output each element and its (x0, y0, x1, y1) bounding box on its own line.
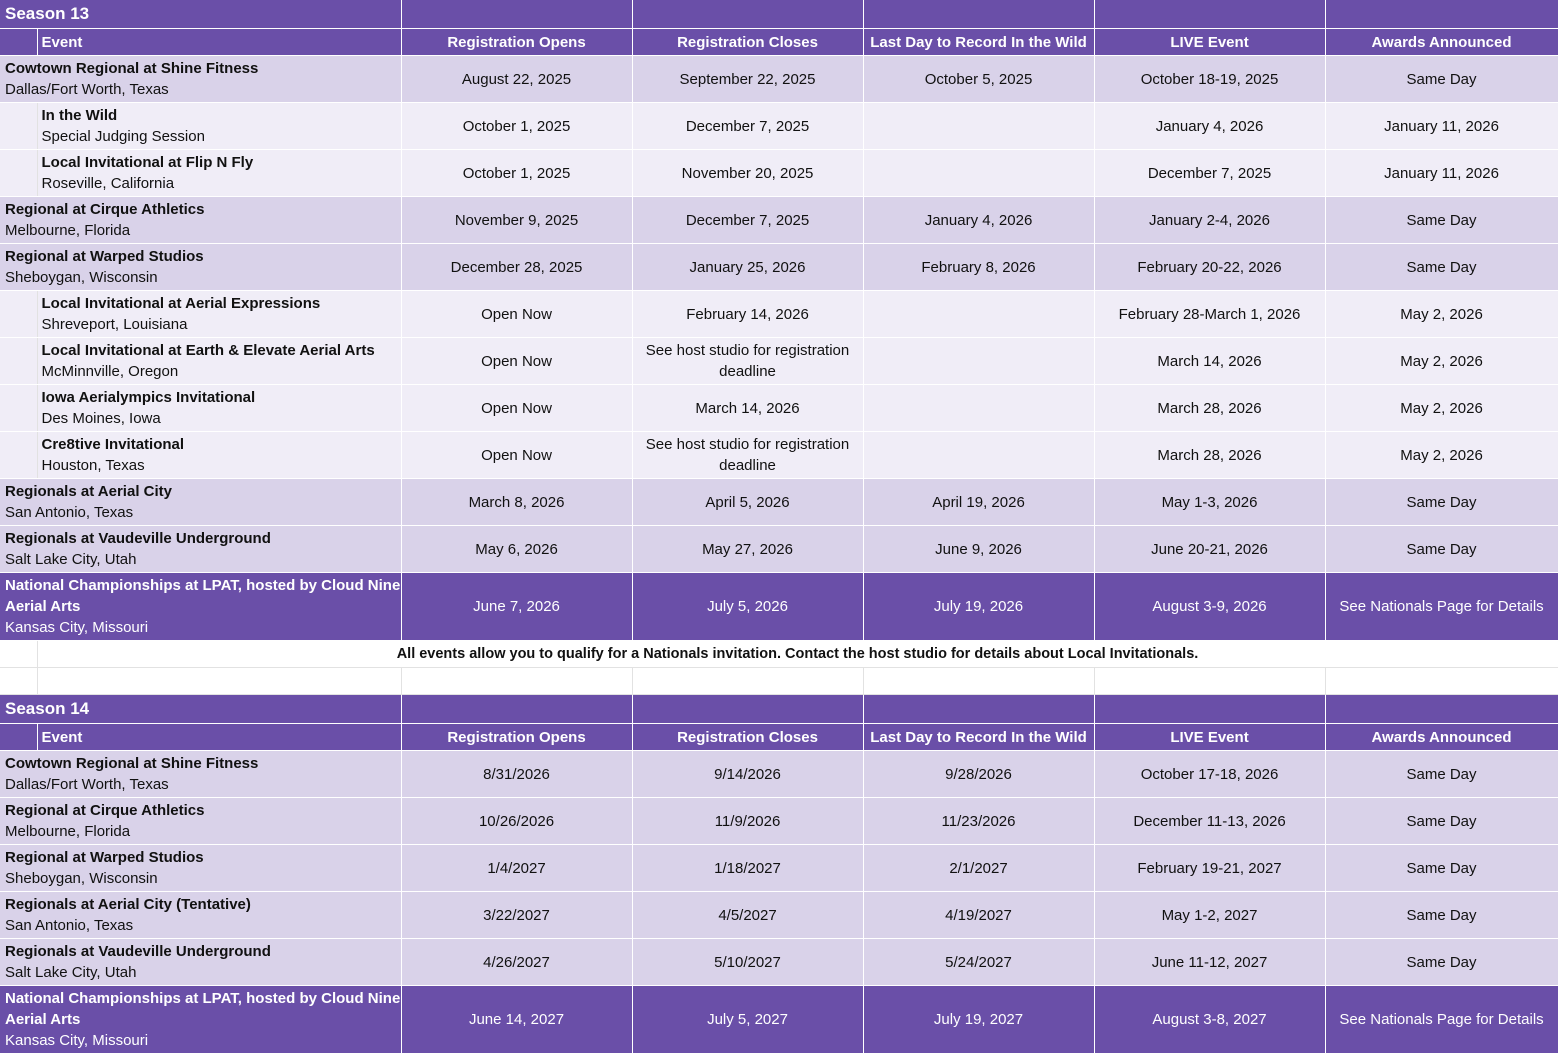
event-last-cell: 5/24/2027 (863, 939, 1094, 986)
season-title: Season 14 (0, 695, 401, 724)
event-closes-cell: December 7, 2025 (632, 103, 863, 150)
event-title: Local Invitational at Aerial Expressions (41, 295, 321, 312)
blank-cell (632, 668, 863, 695)
event-row (0, 526, 1558, 573)
event-awards-cell: May 2, 2026 (1325, 432, 1558, 479)
column-header-spacer (0, 29, 37, 56)
event-live-cell: August 3-8, 2027 (1094, 986, 1325, 1054)
event-name-cell (0, 479, 401, 526)
event-row (0, 338, 1558, 385)
event-title: National Championships at LPAT, hosted by Cloud Nine Aerial Arts (5, 577, 401, 615)
event-last-cell: 4/19/2027 (863, 892, 1094, 939)
event-location: Kansas City, Missouri (5, 1032, 149, 1049)
event-opens-cell: October 1, 2025 (401, 103, 632, 150)
event-last-cell: June 9, 2026 (863, 526, 1094, 573)
qualification-note: All events allow you to qualify for a Nationals invitation. Contact the host studio for details about Local Invitationals. (37, 641, 1558, 668)
event-last-cell (863, 385, 1094, 432)
column-header-reg-closes: Registration Closes (632, 724, 863, 751)
event-closes-cell: 4/5/2027 (632, 892, 863, 939)
event-closes-cell: July 5, 2026 (632, 573, 863, 641)
indent-spacer (0, 103, 37, 150)
event-closes-cell: March 14, 2026 (632, 385, 863, 432)
column-header-reg-opens: Registration Opens (401, 724, 632, 751)
event-location: Dallas/Fort Worth, Texas (5, 776, 169, 793)
event-last-cell: 2/1/2027 (863, 845, 1094, 892)
event-closes-cell: 1/18/2027 (632, 845, 863, 892)
note-row (0, 641, 1558, 668)
event-name-cell (37, 103, 401, 150)
event-awards-cell: Same Day (1325, 892, 1558, 939)
column-header-last-day: Last Day to Record In the Wild (863, 724, 1094, 751)
event-awards-cell: May 2, 2026 (1325, 291, 1558, 338)
event-opens-cell: December 28, 2025 (401, 244, 632, 291)
event-last-cell: January 4, 2026 (863, 197, 1094, 244)
season-header-cell (1325, 0, 1558, 29)
event-row (0, 197, 1558, 244)
column-header-awards: Awards Announced (1325, 29, 1558, 56)
event-location: Salt Lake City, Utah (5, 964, 137, 981)
event-opens-cell: November 9, 2025 (401, 197, 632, 244)
event-opens-cell: Open Now (401, 291, 632, 338)
column-header-event: Event (37, 724, 401, 751)
season-header-cell (401, 0, 632, 29)
column-header-event: Event (37, 29, 401, 56)
event-awards-cell: Same Day (1325, 939, 1558, 986)
event-closes-cell: May 27, 2026 (632, 526, 863, 573)
event-closes-cell: 5/10/2027 (632, 939, 863, 986)
event-row (0, 751, 1558, 798)
event-last-cell (863, 103, 1094, 150)
event-opens-cell: June 14, 2027 (401, 986, 632, 1054)
event-awards-cell: May 2, 2026 (1325, 385, 1558, 432)
event-name-cell (0, 798, 401, 845)
season-header (0, 0, 1558, 29)
event-title: Regionals at Aerial City (5, 483, 172, 500)
event-awards-cell: Same Day (1325, 526, 1558, 573)
event-title: Regionals at Vaudeville Underground (5, 943, 271, 960)
event-title: Local Invitational at Earth & Elevate Aerial Arts (41, 342, 375, 359)
event-awards-cell: January 11, 2026 (1325, 150, 1558, 197)
event-closes-cell: December 7, 2025 (632, 197, 863, 244)
event-awards-cell: See Nationals Page for Details (1325, 573, 1558, 641)
event-opens-cell: 4/26/2027 (401, 939, 632, 986)
event-row (0, 845, 1558, 892)
event-last-cell: 9/28/2026 (863, 751, 1094, 798)
season-header (0, 695, 1558, 724)
event-live-cell: June 11-12, 2027 (1094, 939, 1325, 986)
event-location: Des Moines, Iowa (41, 410, 161, 427)
event-awards-cell: Same Day (1325, 798, 1558, 845)
event-closes-cell: February 14, 2026 (632, 291, 863, 338)
event-row (0, 291, 1558, 338)
event-closes-cell: 9/14/2026 (632, 751, 863, 798)
event-awards-cell: Same Day (1325, 751, 1558, 798)
event-last-cell: July 19, 2026 (863, 573, 1094, 641)
event-location: McMinnville, Oregon (41, 363, 179, 380)
event-closes-cell: See host studio for registration deadline (632, 338, 863, 385)
event-location: Melbourne, Florida (5, 222, 131, 239)
event-opens-cell: June 7, 2026 (401, 573, 632, 641)
event-row (0, 798, 1558, 845)
event-closes-cell: January 25, 2026 (632, 244, 863, 291)
season-header-cell (632, 0, 863, 29)
blank-cell (37, 668, 401, 695)
event-closes-cell: November 20, 2025 (632, 150, 863, 197)
event-name-cell (0, 939, 401, 986)
event-name-cell (0, 526, 401, 573)
event-title: Cowtown Regional at Shine Fitness (5, 755, 259, 772)
column-header-row (0, 29, 1558, 56)
event-name-cell (0, 197, 401, 244)
event-live-cell: March 28, 2026 (1094, 432, 1325, 479)
event-name-cell (37, 385, 401, 432)
event-name-cell (0, 751, 401, 798)
event-opens-cell: 8/31/2026 (401, 751, 632, 798)
event-live-cell: December 7, 2025 (1094, 150, 1325, 197)
blank-cell (0, 668, 37, 695)
event-last-cell (863, 291, 1094, 338)
event-name-cell (0, 845, 401, 892)
event-awards-cell: May 2, 2026 (1325, 338, 1558, 385)
event-last-cell: July 19, 2027 (863, 986, 1094, 1054)
event-title: Cowtown Regional at Shine Fitness (5, 60, 259, 77)
event-title: National Championships at LPAT, hosted by Cloud Nine Aerial Arts (5, 990, 401, 1028)
event-location: Roseville, California (41, 175, 175, 192)
event-title: Regionals at Aerial City (Tentative) (5, 896, 251, 913)
event-location: Special Judging Session (41, 128, 205, 145)
event-opens-cell: 3/22/2027 (401, 892, 632, 939)
event-name-cell (37, 150, 401, 197)
indent-spacer (0, 385, 37, 432)
event-live-cell: February 20-22, 2026 (1094, 244, 1325, 291)
event-opens-cell: October 1, 2025 (401, 150, 632, 197)
event-location: Kansas City, Missouri (5, 619, 149, 636)
event-live-cell: June 20-21, 2026 (1094, 526, 1325, 573)
event-row (0, 385, 1558, 432)
event-name-cell (37, 291, 401, 338)
event-row (0, 939, 1558, 986)
event-name-cell (0, 573, 401, 641)
event-row (0, 103, 1558, 150)
event-live-cell: March 28, 2026 (1094, 385, 1325, 432)
event-row (0, 150, 1558, 197)
event-row (0, 56, 1558, 103)
blank-cell (1094, 668, 1325, 695)
season-header-cell (1094, 695, 1325, 724)
event-title: Cre8tive Invitational (41, 436, 185, 453)
event-opens-cell: Open Now (401, 338, 632, 385)
event-last-cell: February 8, 2026 (863, 244, 1094, 291)
event-location: Salt Lake City, Utah (5, 551, 137, 568)
event-opens-cell: Open Now (401, 385, 632, 432)
event-live-cell: October 18-19, 2025 (1094, 56, 1325, 103)
event-opens-cell: March 8, 2026 (401, 479, 632, 526)
event-row (0, 573, 1558, 641)
event-location: Shreveport, Louisiana (41, 316, 188, 333)
event-row (0, 432, 1558, 479)
event-closes-cell: September 22, 2025 (632, 56, 863, 103)
event-live-cell: December 11-13, 2026 (1094, 798, 1325, 845)
event-last-cell (863, 338, 1094, 385)
event-location: San Antonio, Texas (5, 917, 134, 934)
event-live-cell: May 1-3, 2026 (1094, 479, 1325, 526)
event-location: Melbourne, Florida (5, 823, 131, 840)
event-live-cell: January 4, 2026 (1094, 103, 1325, 150)
indent-spacer (0, 291, 37, 338)
column-header-last-day: Last Day to Record In the Wild (863, 29, 1094, 56)
blank-cell (1325, 668, 1558, 695)
season-header-cell (863, 0, 1094, 29)
event-location: Sheboygan, Wisconsin (5, 870, 158, 887)
event-opens-cell: 10/26/2026 (401, 798, 632, 845)
event-opens-cell: 1/4/2027 (401, 845, 632, 892)
blank-cell (863, 668, 1094, 695)
event-title: Regional at Cirque Athletics (5, 201, 205, 218)
event-opens-cell: Open Now (401, 432, 632, 479)
event-last-cell: 11/23/2026 (863, 798, 1094, 845)
column-header-reg-closes: Registration Closes (632, 29, 863, 56)
event-title: Regional at Cirque Athletics (5, 802, 205, 819)
column-header-row (0, 724, 1558, 751)
event-closes-cell: July 5, 2027 (632, 986, 863, 1054)
event-name-cell (37, 432, 401, 479)
note-spacer (0, 641, 37, 668)
event-last-cell: October 5, 2025 (863, 56, 1094, 103)
event-title: Local Invitational at Flip N Fly (41, 154, 254, 171)
indent-spacer (0, 150, 37, 197)
event-live-cell: August 3-9, 2026 (1094, 573, 1325, 641)
event-name-cell (0, 56, 401, 103)
event-closes-cell: 11/9/2026 (632, 798, 863, 845)
event-awards-cell: Same Day (1325, 479, 1558, 526)
season-header-cell (863, 695, 1094, 724)
column-header-spacer (0, 724, 37, 751)
event-live-cell: January 2-4, 2026 (1094, 197, 1325, 244)
event-name-cell (0, 244, 401, 291)
event-location: San Antonio, Texas (5, 504, 134, 521)
season-header-cell (1094, 0, 1325, 29)
season-header-cell (632, 695, 863, 724)
blank-row (0, 668, 1558, 695)
event-live-cell: May 1-2, 2027 (1094, 892, 1325, 939)
event-title: Regional at Warped Studios (5, 248, 204, 265)
event-awards-cell: Same Day (1325, 244, 1558, 291)
event-closes-cell: April 5, 2026 (632, 479, 863, 526)
event-live-cell: February 28-March 1, 2026 (1094, 291, 1325, 338)
column-header-live: LIVE Event (1094, 29, 1325, 56)
event-location: Dallas/Fort Worth, Texas (5, 81, 169, 98)
event-live-cell: March 14, 2026 (1094, 338, 1325, 385)
event-live-cell: February 19-21, 2027 (1094, 845, 1325, 892)
event-last-cell (863, 150, 1094, 197)
indent-spacer (0, 338, 37, 385)
event-awards-cell: Same Day (1325, 56, 1558, 103)
event-awards-cell: Same Day (1325, 845, 1558, 892)
event-location: Sheboygan, Wisconsin (5, 269, 158, 286)
column-header-reg-opens: Registration Opens (401, 29, 632, 56)
event-title: Iowa Aerialympics Invitational (41, 389, 256, 406)
indent-spacer (0, 432, 37, 479)
event-opens-cell: May 6, 2026 (401, 526, 632, 573)
event-awards-cell: Same Day (1325, 197, 1558, 244)
event-row (0, 986, 1558, 1054)
event-last-cell: April 19, 2026 (863, 479, 1094, 526)
event-name-cell (37, 338, 401, 385)
event-title: In the Wild (41, 107, 118, 124)
event-name-cell (0, 986, 401, 1054)
column-header-live: LIVE Event (1094, 724, 1325, 751)
event-closes-cell: See host studio for registration deadline (632, 432, 863, 479)
season-header-cell (401, 695, 632, 724)
event-name-cell (0, 892, 401, 939)
event-last-cell (863, 432, 1094, 479)
event-awards-cell: See Nationals Page for Details (1325, 986, 1558, 1054)
event-title: Regional at Warped Studios (5, 849, 204, 866)
event-row (0, 479, 1558, 526)
event-row (0, 892, 1558, 939)
event-row (0, 244, 1558, 291)
event-location: Houston, Texas (41, 457, 145, 474)
event-live-cell: October 17-18, 2026 (1094, 751, 1325, 798)
blank-cell (401, 668, 632, 695)
event-awards-cell: January 11, 2026 (1325, 103, 1558, 150)
event-opens-cell: August 22, 2025 (401, 56, 632, 103)
event-title: Regionals at Vaudeville Underground (5, 530, 271, 547)
season-title: Season 13 (0, 0, 401, 29)
column-header-awards: Awards Announced (1325, 724, 1558, 751)
season-header-cell (1325, 695, 1558, 724)
